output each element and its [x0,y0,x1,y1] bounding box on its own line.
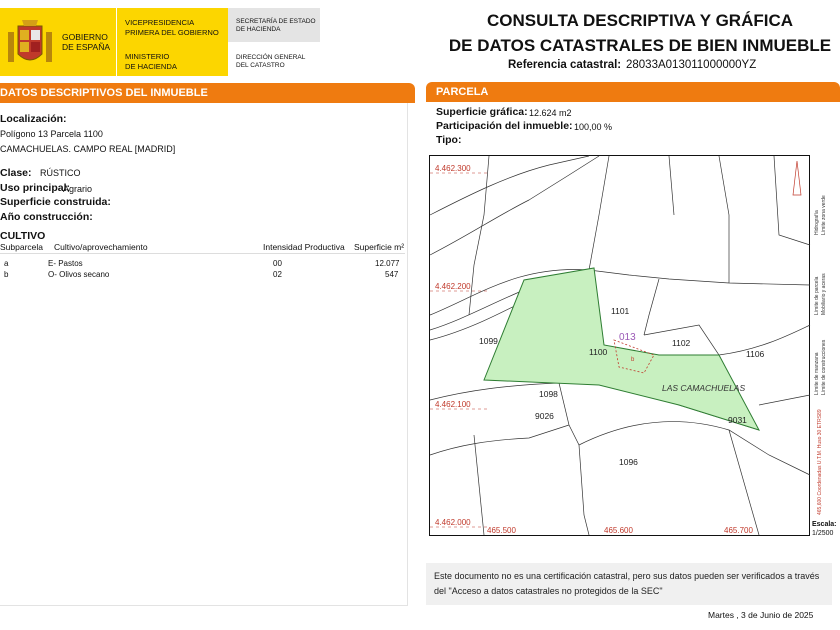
scale-value: 1/2500 [812,530,834,536]
parcel-number-label: 1106 [746,349,765,359]
descriptive-data-panel [0,103,408,606]
parcel-number-label: 9031 [728,415,747,425]
page-title [440,8,840,58]
title-line-2: DE DATOS CATASTRALES DE BIEN INMUEBLE [448,36,832,55]
subparcel-label: b [631,357,635,363]
gov-line-2: DE ESPAÑA [62,42,111,52]
clase-value: RÚSTICO [40,168,81,178]
anio-construccion-label: Año construcción: [0,211,93,223]
y-coord-label: 4.462.200 [435,282,471,291]
legend-item: Límite de manzana [814,352,820,395]
parcela-heading [426,82,840,102]
parcel-number-label: 1102 [672,338,691,348]
participacion-label: Participación del inmueble: [436,120,573,132]
document-date: Martes , 3 de Junio de 2025 [708,610,814,620]
participacion-value: 100,00 % [574,122,613,132]
y-coord-label: 4.462.000 [435,518,471,527]
x-coord-label: 465.700 [724,526,753,535]
sup-grafica-value: 12.624 m2 [529,108,572,118]
dir-line-2: DEL CATASTRO [236,62,285,69]
row-intensidad: 02 [273,270,282,279]
parcel-number-label: 9026 [535,411,554,421]
row-cultivo: E- Pastos [48,259,83,268]
parcela-heading-text: PARCELA [436,86,489,98]
col-superficie: Superficie m² [354,242,405,252]
vice-line-1: VICEPRESIDENCIA [125,18,195,27]
localizacion-line-2: CAMACHUELAS. CAMPO REAL [MADRID] [0,144,176,154]
ref-label: Referencia catastral: [508,59,622,71]
col-cultivo: Cultivo/aprovechamiento [54,242,148,252]
x-coord-label: 465.600 [604,526,633,535]
coat-of-arms-icon [6,20,54,72]
y-coord-label: 4.462.100 [435,400,471,409]
legend-item: Límite de parcela [814,276,820,315]
ministry-line-1: MINISTERIO [125,52,170,61]
sup-grafica-label: Superficie gráfica: [436,106,528,118]
row-subparcela: b [4,270,9,279]
secretaria-block [228,8,320,42]
cultivo-table-header [0,240,405,254]
uso-value: Agrario [63,184,93,194]
parcel-number-label: 1098 [539,389,558,399]
sec-line-1: SECRETARÍA DE ESTADO [236,18,316,25]
legend-item: Hidrografía [814,210,820,235]
ministry-line-2: DE HACIENDA [125,61,177,71]
x-coord-label: 465.500 [487,526,516,535]
localizacion-label: Localización: [0,113,67,125]
gobierno-logo-block [0,8,116,76]
disclaimer-text: Este documento no es una certificación catastral, pero sus datos pueden ser verificados a través del "Acceso a datos catastrales no protegidos de la SEC" [434,571,820,596]
gobierno-text [62,32,110,52]
row-superficie: 547 [385,270,399,279]
col-intensidad: Intensidad Productiva [263,242,345,252]
descriptive-data-heading-text: DATOS DESCRIPTIVOS DEL INMUEBLE [0,87,208,99]
projection-note: 465,600 Coordenadas U.T.M. Huso 30 ETRS89 [817,409,823,515]
y-coord-label: 4.462.300 [435,164,471,173]
parcel-number-label: 1100 [589,347,608,357]
place-name-label: LAS CAMACHUELAS [662,383,746,393]
legend-item: Límite de construcciones [821,339,827,395]
localizacion-line-1: Polígono 13 Parcela 1100 [0,129,103,139]
vice-line-2: PRIMERA DEL GOBIERNO [125,27,219,37]
row-superficie: 12.077 [375,259,400,268]
gov-line-1: GOBIERNO [62,32,108,42]
ministry-block [117,8,228,76]
clase-label: Clase: [0,167,32,179]
sec-line-2: DE HACIENDA [236,26,281,33]
cultivo-heading: CULTIVO [0,230,46,242]
legend-item: Mobiliario y aceras [821,273,827,315]
cadastral-map[interactable] [429,155,840,536]
parcel-number-label: 1099 [479,336,498,346]
disclaimer-note [426,563,832,605]
cadastral-map-svg [429,155,840,536]
scale-label: Escala: [812,521,837,528]
superficie-construida-label: Superficie construida: [0,196,111,208]
parcel-number-label: 1096 [619,457,638,467]
tipo-label: Tipo: [436,134,462,146]
polygon-label: 013 [619,332,636,343]
col-subparcela: Subparcela [0,242,44,252]
row-subparcela: a [4,259,9,268]
uso-label: Uso principal: [0,182,71,194]
ref-value: 28033A013011000000YZ [626,59,757,71]
dir-line-1: DIRECCIÓN GENERAL [236,54,306,61]
row-cultivo: O- Olivos secano [48,270,110,279]
parcel-number-label: 1101 [611,306,630,316]
title-line-1: CONSULTA DESCRIPTIVA Y GRÁFICA [486,11,794,30]
legend-item: Límite zona verde [821,195,827,235]
row-intensidad: 00 [273,259,282,268]
descriptive-data-heading [0,83,415,103]
